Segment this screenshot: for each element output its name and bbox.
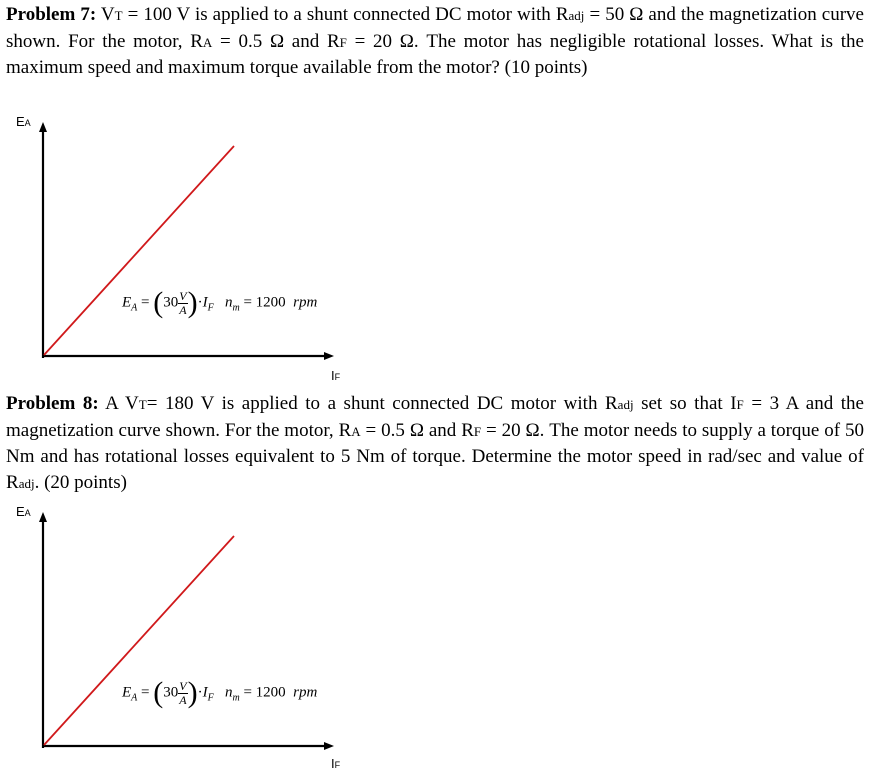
p8-sub-6: adj <box>18 475 35 491</box>
p8-text-6: = 20 Ω. The motor needs to supply a torque of 50 Nm and has rotational losses equivalent to 5 Nm of torque. Determine the motor speed in rad/sec and value of R <box>6 419 864 493</box>
magnetization-curve-2 <box>0 500 380 770</box>
plot-svg <box>0 500 380 780</box>
equation-1: $E_A = (30$ $\frac{V}{A}$ )$\cdot I_F$ $n_m = 1200$ rpm <box>122 286 318 319</box>
p8-text-2: = 180 V is applied to a shunt connected DC motor with R <box>146 393 618 414</box>
p7-text-2: = 100 V is applied to a shunt connected DC motor with R <box>122 4 569 25</box>
p8-text-7: . (20 points) <box>34 471 127 493</box>
p7-sub-2: adj <box>568 8 585 23</box>
p8-text-3: set so that I <box>633 393 737 414</box>
magnetization-curve-1 <box>0 110 380 383</box>
p7-text-5: = 20 Ω. The motor has negligible rotational losses. What is the maximum speed and maximum torque available from the motor? (10 points) <box>6 30 864 78</box>
p8-text-4: = 3 A and the magnetization curve shown. For the motor, R <box>6 393 864 441</box>
p7-text-1: V <box>96 4 115 25</box>
y-axis-label: EA <box>16 114 31 129</box>
p8-sub-1: T <box>138 397 147 412</box>
ea-curve <box>44 146 234 355</box>
p8-text-1: A V <box>98 393 139 414</box>
p7-sub-4: F <box>339 34 347 50</box>
p7-text-3: = 50 Ω and the magnetization curve shown. For the motor, R <box>6 4 864 52</box>
problem-7-text <box>6 2 864 81</box>
plot-svg <box>0 110 380 390</box>
y-axis-arrow <box>39 122 47 132</box>
p7-sub-1: T <box>114 8 123 23</box>
x-axis-arrow <box>324 352 334 360</box>
problem-8-heading: Problem 8: <box>6 393 99 414</box>
p8-text-5: = 0.5 Ω and R <box>360 419 474 441</box>
ea-curve <box>44 536 234 745</box>
p8-sub-2: adj <box>617 397 634 412</box>
y-axis-arrow <box>39 512 47 522</box>
problem-8-text <box>6 391 864 496</box>
p8-sub-5: F <box>473 423 482 439</box>
equation-2: $E_A = (30$ $\frac{V}{A}$ )$\cdot I_F$ $n_m = 1200$ rpm <box>122 676 318 709</box>
p7-text-4: = 0.5 Ω and R <box>212 30 340 52</box>
problem-7-heading: Problem 7: <box>6 4 97 25</box>
p8-sub-3: F <box>736 397 744 412</box>
p7-sub-3: A <box>202 34 213 50</box>
y-axis-label: EA <box>16 504 31 519</box>
x-axis-label: IF <box>331 368 341 383</box>
x-axis-arrow <box>324 742 334 750</box>
x-axis-label: IF <box>331 756 341 771</box>
p8-sub-4: A <box>351 423 361 439</box>
